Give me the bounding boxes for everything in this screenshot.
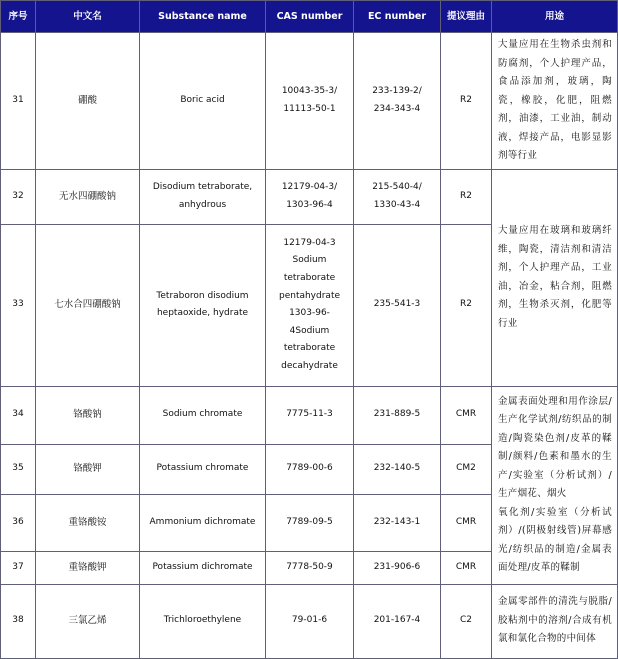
row-substance-name: Tetraboron disodium heptaoxide, hydrate — [140, 224, 266, 386]
header-reason: 提议理由 — [441, 1, 492, 33]
row-cas-number: 10043-35-3/ 11113-50-1 — [266, 33, 354, 170]
row-chinese-name: 重铬酸铵 — [36, 494, 140, 551]
header-uses: 用途 — [492, 1, 618, 33]
row-no: 33 — [1, 224, 36, 386]
row-cas-number: 12179-04-3/ 1303-96-4 — [266, 169, 354, 224]
row-ec-number: 231-906-6 — [354, 551, 441, 584]
row-ec-number: 201-167-4 — [354, 584, 441, 658]
row-uses: 大量应用在玻璃和玻璃纤维，陶瓷，清洁剂和清洁剂，个人护理产品，工业油，冶金，粘合剂，阻燃剂，生物杀灭剂，化肥等行业 — [492, 169, 618, 386]
table-row — [1, 33, 618, 170]
row-reason: CMR — [441, 386, 492, 444]
row-ec-number: 233-139-2/ 234-343-4 — [354, 33, 441, 170]
row-substance-name: Trichloroethylene — [140, 584, 266, 658]
row-no: 32 — [1, 169, 36, 224]
row-uses: 大量应用在生物杀虫剂和防腐剂，个人护理产品，食品添加剂，玻璃，陶瓷，橡胶，化肥，阻燃剂，油漆，工业油，制动液，焊接产品，电影显影剂等行业 — [492, 33, 618, 170]
row-reason: CMR — [441, 551, 492, 584]
row-no: 38 — [1, 584, 36, 658]
row-ec-number: 215-540-4/ 1330-43-4 — [354, 169, 441, 224]
row-ec-number: 232-140-5 — [354, 444, 441, 494]
header-cas-number: CAS number — [266, 1, 354, 33]
row-reason: C2 — [441, 584, 492, 658]
row-substance-name: Boric acid — [140, 33, 266, 170]
row-cas-number: 7778-50-9 — [266, 551, 354, 584]
row-substance-name: Ammonium dichromate — [140, 494, 266, 551]
uses-chromate: 金属表面处理和用作涂层/生产化学试剂/纺织品的制造/陶瓷染色剂/皮革的鞣制/颜料/色素和墨水的生产/实验室（分析试剂）/生产烟花、烟火 — [498, 395, 612, 500]
row-reason: CM2 — [441, 444, 492, 494]
row-chinese-name: 重铬酸钾 — [36, 551, 140, 584]
row-cas-number: 7775-11-3 — [266, 386, 354, 444]
row-no: 34 — [1, 386, 36, 444]
row-cas-number: 7789-09-5 — [266, 494, 354, 551]
row-chinese-name: 三氯乙烯 — [36, 584, 140, 658]
row-substance-name: Potassium chromate — [140, 444, 266, 494]
row-uses: 金属零部件的清洗与脱脂/胶粘剂中的溶剂/合成有机氯和氯化合物的中间体 — [492, 584, 618, 658]
row-reason: CMR — [441, 494, 492, 551]
row-chinese-name: 七水合四硼酸钠 — [36, 224, 140, 386]
header-chinese-name: 中文名 — [36, 1, 140, 33]
row-chinese-name: 无水四硼酸钠 — [36, 169, 140, 224]
row-cas-number: 79-01-6 — [266, 584, 354, 658]
row-cas-number: 12179-04-3 Sodium tetraborate pentahydrate 1303-96- 4Sodium tetraborate decahydrate — [266, 224, 354, 386]
header-ec-number: EC number — [354, 1, 441, 33]
row-substance-name: Disodium tetraborate, anhydrous — [140, 169, 266, 224]
row-no: 31 — [1, 33, 36, 170]
header-row — [1, 1, 618, 33]
row-cas-number: 7789-00-6 — [266, 444, 354, 494]
header-no: 序号 — [1, 1, 36, 33]
row-no: 35 — [1, 444, 36, 494]
table-row — [1, 386, 618, 444]
header-substance-name: Substance name — [140, 1, 266, 33]
row-uses — [492, 386, 618, 584]
row-ec-number: 231-889-5 — [354, 386, 441, 444]
row-substance-name: Sodium chromate — [140, 386, 266, 444]
uses-dichromate: 氧化剂/实验室（分析试剂）/(阴极射线管)屏幕感光/纺织品的制造/金属表面处理/皮革的鞣制 — [498, 506, 612, 574]
row-chinese-name: 铬酸钠 — [36, 386, 140, 444]
row-chinese-name: 铬酸钾 — [36, 444, 140, 494]
row-ec-number: 235-541-3 — [354, 224, 441, 386]
row-reason: R2 — [441, 33, 492, 170]
table-row — [1, 584, 618, 658]
row-no: 36 — [1, 494, 36, 551]
row-ec-number: 232-143-1 — [354, 494, 441, 551]
row-reason: R2 — [441, 224, 492, 386]
row-reason: R2 — [441, 169, 492, 224]
row-no: 37 — [1, 551, 36, 584]
row-chinese-name: 硼酸 — [36, 33, 140, 170]
table-row — [1, 169, 618, 224]
row-substance-name: Potassium dichromate — [140, 551, 266, 584]
